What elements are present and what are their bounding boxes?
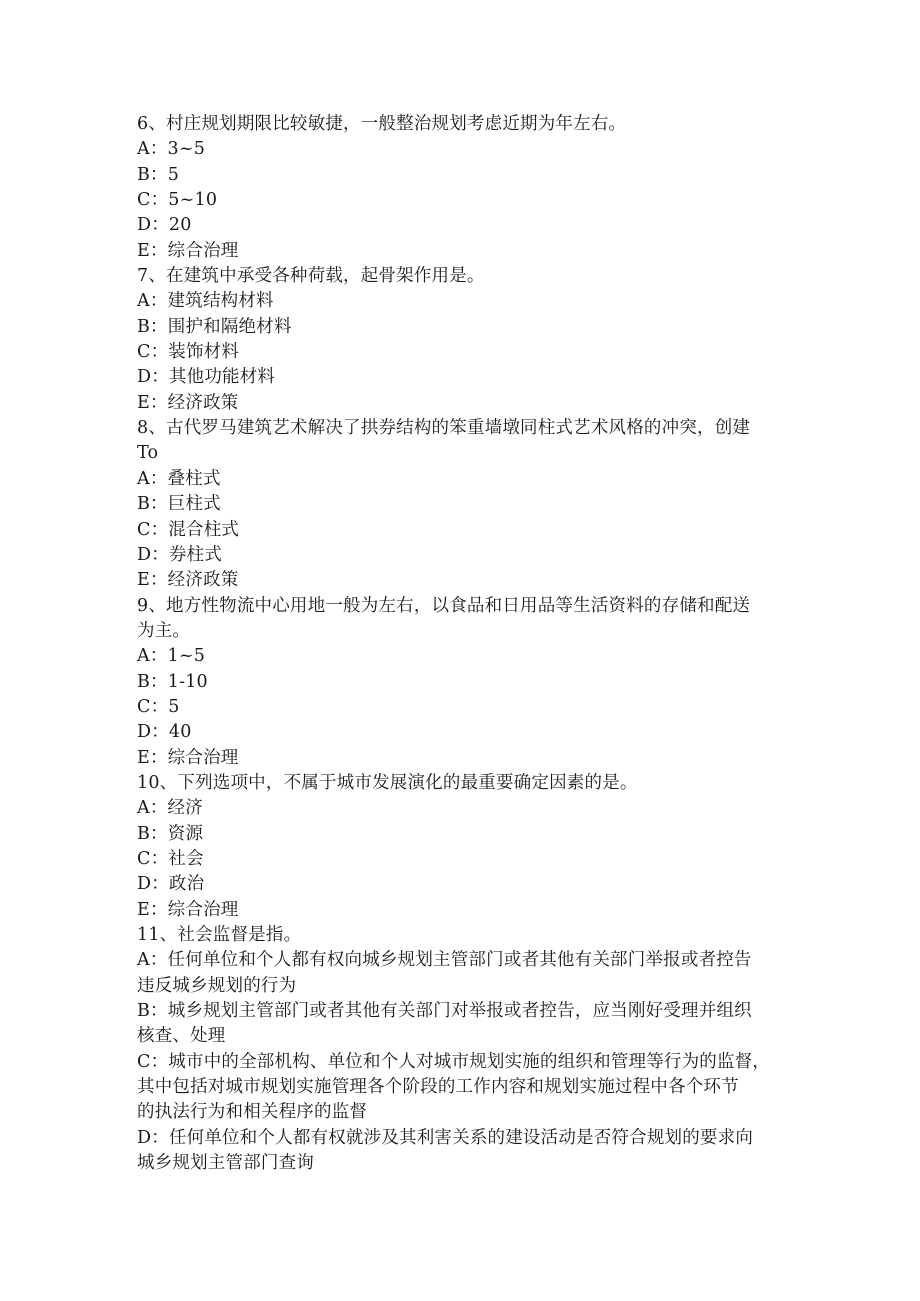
option-b: B：资源	[137, 823, 204, 844]
option-c: C：社会	[137, 848, 204, 869]
option-c-line-1: C：城市中的全部机构、单位和个人对城市规划实施的组织和管理等行为的监督，	[137, 1051, 771, 1072]
option-c: C：混合柱式	[137, 519, 240, 540]
question-text: 8、古代罗马建筑艺术解决了拱券结构的笨重墙墩同柱式艺术风格的冲突，创建	[137, 418, 751, 439]
question-text: 10、下列选项中，不属于城市发展演化的最重要确定因素的是。	[137, 772, 638, 793]
option-d: D：20	[137, 215, 192, 236]
option-a: A：经济	[137, 798, 203, 819]
question-10	[137, 771, 797, 923]
question-text: 9、地方性物流中心用地一般为左右，以食品和日用品等生活资料的存储和配送	[137, 595, 751, 616]
question-text: 7、在建筑中承受各种荷载，起骨架作用是。	[137, 266, 485, 287]
document-page	[137, 112, 797, 1176]
option-c: C：5	[137, 696, 180, 717]
option-b-line-2: 核查、处理	[137, 1026, 226, 1047]
question-7	[137, 264, 797, 416]
option-c-line-2: 其中包括对城市规划实施管理各个阶段的工作内容和规划实施过程中各个环节	[137, 1077, 739, 1098]
question-text: 11、社会监督是指。	[137, 925, 302, 945]
option-e: E：综合治理	[137, 240, 239, 261]
option-a: A：叠柱式	[137, 468, 221, 489]
option-a-line-2: 违反城乡规划的行为	[137, 975, 297, 996]
option-d: D：券柱式	[137, 544, 223, 565]
option-a: A：建筑结构材料	[137, 291, 274, 312]
option-d: D：政治	[137, 874, 205, 895]
option-b	[137, 999, 797, 1050]
question-text-continued: 为主。	[137, 620, 191, 641]
option-c-line-3: 的执法行为和相关程序的监督	[137, 1102, 368, 1123]
option-d: D：其他功能材料	[137, 367, 276, 388]
option-c: C：装饰材料	[137, 342, 240, 363]
option-a	[137, 948, 797, 999]
option-b: B：巨柱式	[137, 494, 221, 515]
question-9	[137, 594, 797, 771]
option-c	[137, 1050, 797, 1126]
option-a: A：3~5	[137, 139, 206, 160]
option-d-line-2: 城乡规划主管部门查询	[137, 1153, 314, 1174]
option-b-line-1: B：城乡规划主管部门或者其他有关部门对举报或者控告，应当刚好受理并组织	[137, 1001, 752, 1022]
option-e: E：经济政策	[137, 570, 239, 591]
option-a: A：1~5	[137, 646, 206, 667]
option-b: B：1-10	[137, 671, 208, 692]
question-text: 6、村庄规划期限比较敏捷，一般整治规划考虑近期为年左右。	[137, 114, 627, 134]
question-11	[137, 923, 797, 1176]
question-8	[137, 416, 797, 593]
option-a-line-1: A：任何单位和个人都有权向城乡规划主管部门或者其他有关部门举报或者控告	[137, 950, 752, 971]
option-d-line-1: D：任何单位和个人都有权就涉及其利害关系的建设活动是否符合规划的要求向	[137, 1127, 754, 1148]
question-text-continued: To	[137, 443, 159, 464]
option-d: D：40	[137, 722, 192, 743]
option-c: C：5~10	[137, 190, 218, 211]
question-6	[137, 112, 797, 264]
option-b: B：围护和隔绝材料	[137, 316, 292, 337]
option-d	[137, 1126, 797, 1177]
option-b: B：5	[137, 164, 180, 185]
option-e: E：综合治理	[137, 747, 239, 768]
option-e: E：经济政策	[137, 392, 239, 413]
option-e: E：综合治理	[137, 899, 239, 920]
